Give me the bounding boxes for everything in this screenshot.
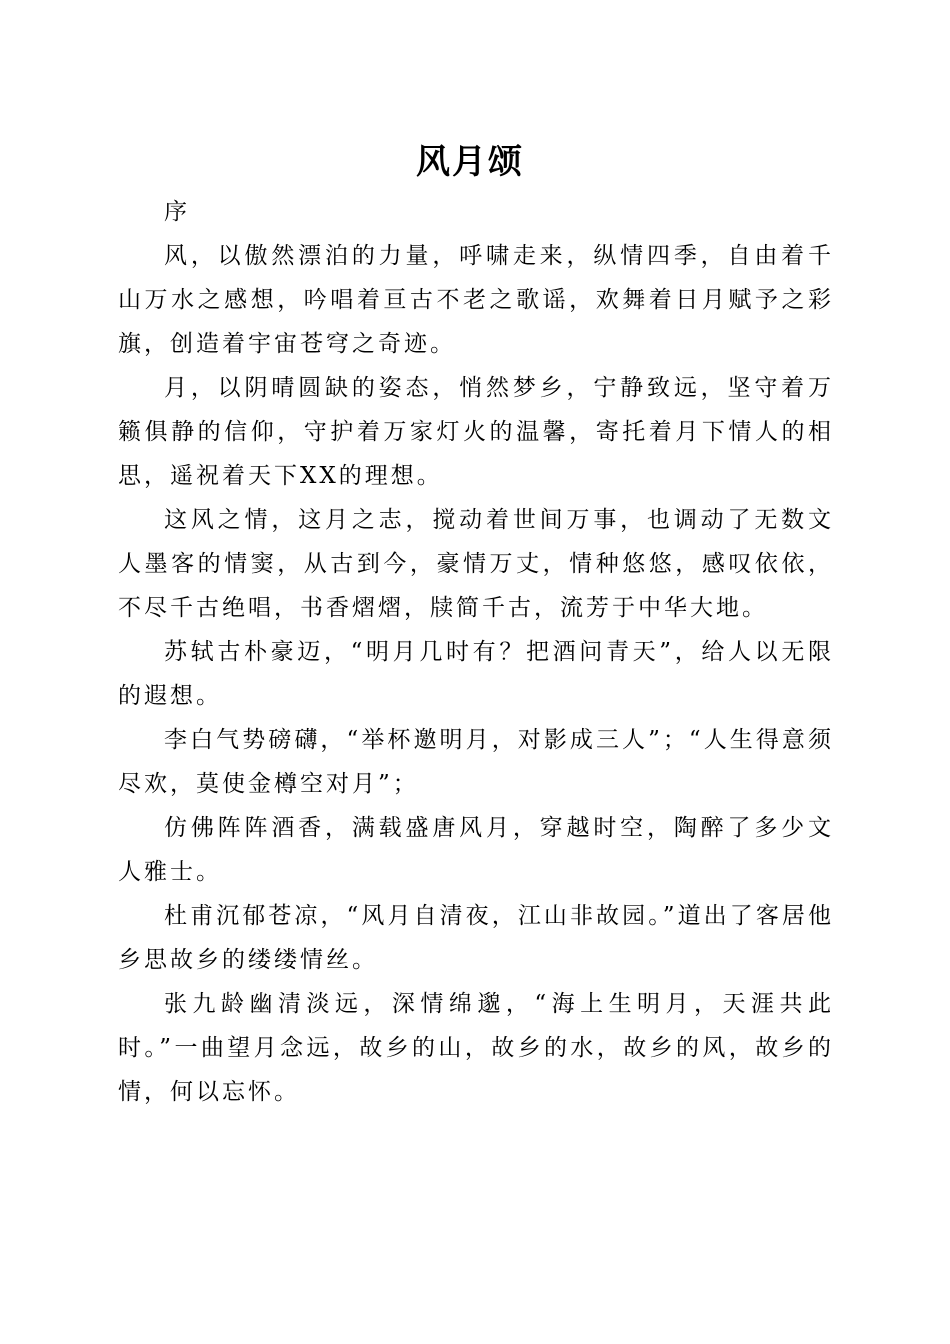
paragraph-su-shi: 苏轼古朴豪迈，“明月几时有？把酒问青天”，给人以无限的遐想。	[118, 639, 834, 709]
document-body	[118, 190, 834, 1114]
paragraph-preface-heading: 序	[164, 199, 190, 225]
paragraph-moon: 月，以阴晴圆缺的姿态，悄然梦乡，宁静致远，坚守着万籁俱静的信仰，守护着万家灯火的温馨，寄托着月下情人的相思，遥祝着天下XX的理想。	[118, 375, 834, 489]
document-title: 风月颂	[416, 142, 524, 182]
paragraph-zhang-jiuling: 张九龄幽清淡远，深情绵邈，“海上生明月，天涯共此时。”一曲望月念远，故乡的山，故乡的水，故乡的风，故乡的情，何以忘怀。	[118, 991, 834, 1105]
paragraph-du-fu: 杜甫沉郁苍凉，“风月自清夜，江山非故园。”道出了客居他乡思故乡的缕缕情丝。	[118, 903, 834, 973]
paragraph-wine-fragrance: 仿佛阵阵酒香，满载盛唐风月，穿越时空，陶醉了多少文人雅士。	[118, 815, 834, 885]
paragraph-li-bai: 李白气势磅礴，“举杯邀明月，对影成三人”；“人生得意须尽欢，莫使金樽空对月”；	[118, 727, 834, 797]
paragraph-wind-and-moon: 这风之情，这月之志，搅动着世间万事，也调动了无数文人墨客的情窦，从古到今，豪情万丈，情种悠悠，感叹依依，不尽千古绝唱，书香熠熠，牍简千古，流芳于中华大地。	[118, 507, 834, 621]
paragraph-wind: 风，以傲然漂泊的力量，呼啸走来，纵情四季，自由着千山万水之感想，吟唱着亘古不老之歌谣，欢舞着日月赋予之彩旗，创造着宇宙苍穹之奇迹。	[118, 243, 834, 357]
